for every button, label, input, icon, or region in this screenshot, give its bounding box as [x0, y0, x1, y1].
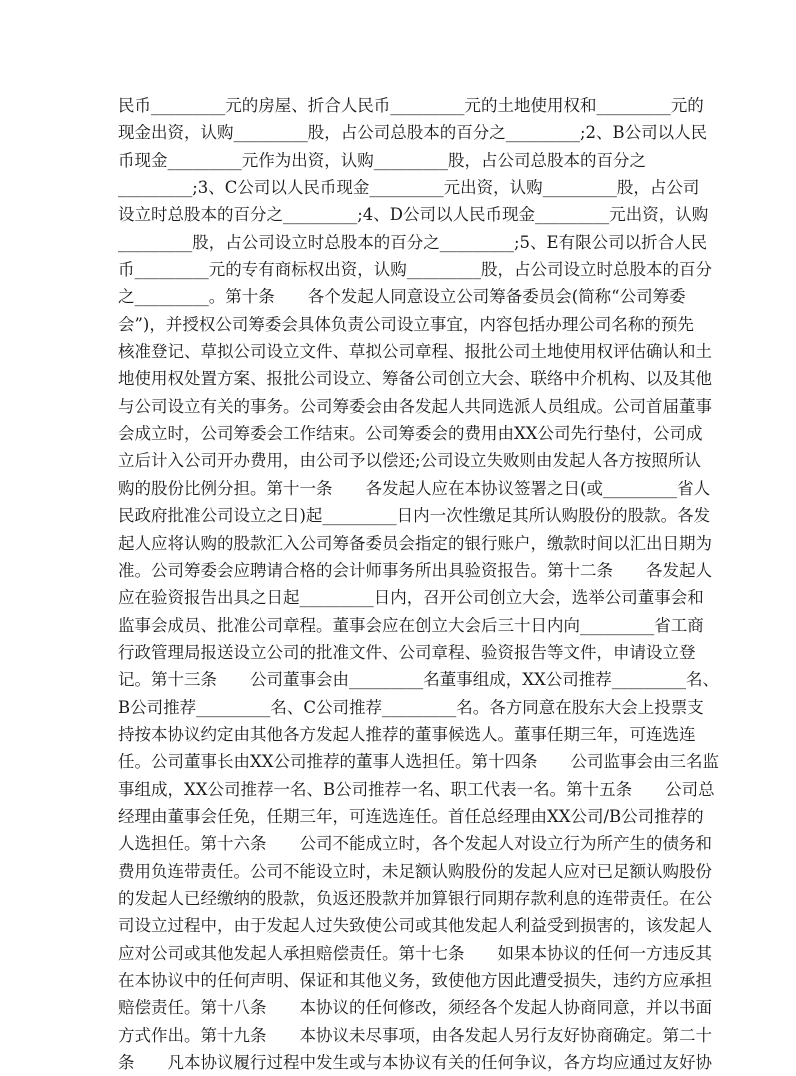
- text-line: 的发起人已经缴纳的股款，负返还股款并加算银行同期存款利息的连带责任。在公: [118, 888, 712, 908]
- text-line: 监事会成员、批准公司章程。董事会应在创立大会后三十日内向_________省工商: [118, 615, 704, 635]
- text-line: 赔偿责任。第十八条 本协议的任何修改，须经各个发起人协商同意，并以书面: [118, 998, 712, 1018]
- text-line: 之_________。第十条 各个发起人同意设立公司筹备委员会(简称“公司筹委: [118, 287, 686, 307]
- text-line: 在本协议中的任何声明、保证和其他义务，致使他方因此遭受损失，违约方应承担: [118, 971, 712, 990]
- text-line: 会成立时，公司筹委会工作结束。公司筹委会的费用由XX公司先行垫付，公司成: [118, 424, 703, 444]
- text-line: 地使用权处置方案、报批公司设立、筹备公司创立大会、联络中介机构、以及其他: [118, 369, 712, 389]
- text-line: 行政管理局报送设立公司的批准文件、公司章程、验资报告等文件，申请设立登: [118, 642, 696, 662]
- text-line: 事组成，XX公司推荐一名、B公司推荐一名、职工代表一名。第十五条 公司总: [118, 779, 715, 799]
- text-line: 条 凡本协议履行过程中发生或与本协议有关的任何争议，各方均应通过友好协: [118, 1053, 712, 1073]
- text-line: _________;3、C公司以人民币现金_________元出资，认购_________股，占公司: [118, 178, 700, 198]
- text-line: 人选担任。第十六条 公司不能成立时，各个发起人对设立行为所产生的债务和: [118, 834, 712, 854]
- text-line: 会”)，并授权公司筹委会具体负责公司设立事宜，内容包括办理公司名称的预先: [118, 314, 694, 334]
- text-line: 准。公司筹委会应聘请合格的会计师事务所出具验资报告。第十二条 各发起人: [118, 560, 712, 580]
- text-line: 起人应将认购的股款汇入公司筹备委员会指定的银行账户，缴款时间以汇出日期为: [118, 533, 712, 553]
- text-line: 民币_________元的房屋、折合人民币_________元的土地使用权和_________元的: [118, 96, 704, 115]
- text-line: 立后计入公司开办费用，由公司予以偿还;公司设立失败则由发起人各方按照所认: [118, 451, 702, 471]
- text-line: 应对公司或其他发起人承担赔偿责任。第十七条 如果本协议的任何一方违反其: [118, 943, 712, 963]
- text-line: 民政府批准公司设立之日)起_________日内一次性缴足其所认购股份的股款。各发: [118, 506, 711, 526]
- text-line: _________股，占公司设立时总股本的百分之_________;5、E有限公司以折合人民: [118, 232, 708, 252]
- text-line: 经理由董事会任免，任期三年，可连选连任。首任总经理由XX公司/B公司推荐的: [118, 806, 704, 826]
- text-line: 购的股份比例分担。第十一条 各发起人应在本协议签署之日(或_________省人: [118, 478, 711, 498]
- text-line: 费用负连带责任。公司不能设立时，未足额认购股份的发起人应对已足额认购股份: [118, 861, 712, 881]
- text-line: 设立时总股本的百分之_________;4、D公司以人民币现金_________元出资，认购: [118, 205, 709, 225]
- text-line: B公司推荐_________名、C公司推荐_________名。各方同意在股东大会上投票支: [118, 697, 704, 717]
- text-line: 方式作出。第十九条 本协议未尽事项，由各发起人另行友好协商确定。第二十: [118, 1025, 712, 1045]
- text-line: 币现金_________元作为出资，认购_________股，占公司总股本的百分之: [118, 150, 646, 170]
- text-line: 记。第十三条 公司董事会由_________名董事组成，XX公司推荐_________名、: [118, 670, 719, 690]
- text-line: 与公司设立有关的事务。公司筹委会由各发起人共同选派人员组成。公司首届董事: [118, 396, 712, 416]
- text-line: 币_________元的专有商标权出资，认购_________股，占公司设立时总股本的百分: [118, 260, 712, 280]
- text-line: 司设立过程中，由于发起人过失致使公司或其他发起人利益受到损害的，该发起人: [118, 916, 712, 936]
- text-line: 应在验资报告出具之日起_________日内，召开公司创立大会，选举公司董事会和: [118, 588, 704, 608]
- text-line: 持按本协议约定由其他各方发起人推荐的董事候选人。董事任期三年，可连选连: [118, 724, 696, 744]
- text-line: 任。公司董事长由XX公司推荐的董事人选担任。第十四条 公司监事会由三名监: [118, 752, 719, 772]
- document-body: [118, 92, 719, 1076]
- text-line: 核准登记、草拟公司设立文件、草拟公司章程、报批公司土地使用权评估确认和土: [118, 342, 712, 362]
- text-line: 现金出资，认购_________股，占公司总股本的百分之_________;2、B公司以人民: [118, 123, 708, 143]
